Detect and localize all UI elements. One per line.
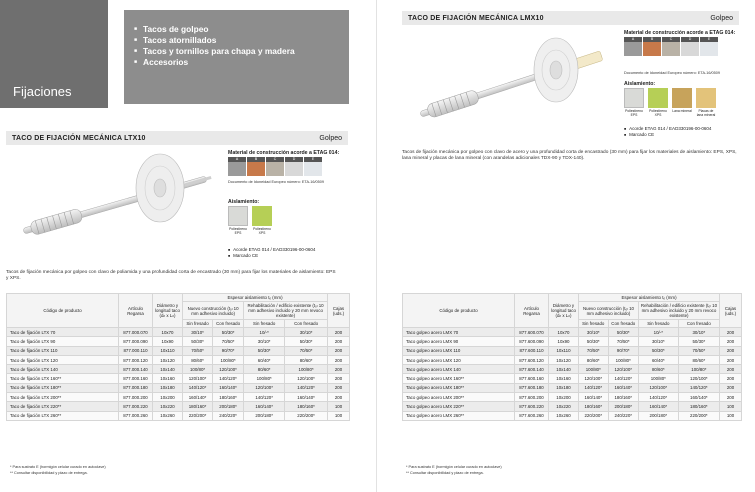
table-cell: 30/10* — [678, 328, 719, 337]
table-cell: 160/140* — [285, 393, 328, 402]
table-cell: 100 — [328, 402, 350, 411]
table-cell: 200 — [328, 365, 350, 374]
table-row — [403, 328, 742, 337]
table-cell: 180/160* — [608, 393, 638, 402]
table-cell: 70/50* — [285, 346, 328, 355]
material-a: A — [228, 157, 246, 176]
table-cell: 50/30* — [678, 337, 719, 346]
table-row — [403, 337, 742, 346]
insulation-placas: Placas de lana mineral — [696, 88, 716, 117]
table-row — [403, 374, 742, 383]
table-cell: 60/40* — [638, 355, 678, 364]
table-cell: 200 — [720, 337, 742, 346]
table-cell: 877.000.160 — [119, 374, 153, 383]
col-cajas: Cajas (uds.) — [720, 294, 742, 328]
insulation-title: Aislamiento: — [624, 81, 656, 87]
table-cell: 50/30* — [579, 337, 609, 346]
table-cell: 877.000.180 — [119, 383, 153, 392]
table-cell: 200 — [720, 393, 742, 402]
table-cell: 200/180* — [638, 411, 678, 420]
certification-item: ■ Acorde ETAG 014 / EAD330196-00-0604 — [228, 247, 315, 253]
table-cell: 877.600.140 — [515, 365, 549, 374]
table-row — [403, 365, 742, 374]
table-cell: 50/30* — [608, 328, 638, 337]
table-cell: 180/160* — [678, 402, 719, 411]
table-cell: 877.000.260 — [119, 411, 153, 420]
section-title: TACO DE FIJACIÓN MECÁNICA LTX10 — [12, 134, 146, 142]
table-cell: 30/10* — [638, 337, 678, 346]
table-row — [7, 346, 350, 355]
col-con-fresado: Con fresado — [678, 320, 719, 328]
table-cell: 160/140* — [579, 393, 609, 402]
certification-item: ■ Acorde ETAG 014 / EAD330196-00-0604 — [624, 126, 711, 132]
table-cell: 200 — [720, 346, 742, 355]
product-code-cell: Taco golpeo acero LMX 120 — [403, 355, 515, 364]
col-espesor: Espesor aislamiento tₒ (mm) — [183, 294, 328, 302]
section-subtitle: Golpeo — [710, 14, 733, 22]
table-cell: 10x220 — [153, 402, 183, 411]
certification-list — [624, 126, 711, 138]
table-row — [403, 402, 742, 411]
lmx10-table-body — [403, 328, 742, 421]
insulation-eps: Poliestireno EPS — [624, 88, 644, 117]
table-cell: 877.600.180 — [515, 383, 549, 392]
product-code-cell: Taco de fijación LTX 220** — [7, 402, 119, 411]
hero-category-list — [134, 24, 295, 68]
table-cell: 70/50* — [579, 346, 609, 355]
product-code-cell: Taco golpeo acero LMX 200** — [403, 393, 515, 402]
table-cell: 160/140* — [638, 402, 678, 411]
table-cell: 200 — [328, 346, 350, 355]
product-code-cell: Taco de fijación LTX 260** — [7, 411, 119, 420]
eta-document: Documento de Idoneidad Europeo número: ETA-16/0509 — [228, 180, 324, 184]
material-b: B — [247, 157, 265, 176]
table-cell: 120/100* — [285, 374, 328, 383]
product-code-cell: Taco de fijación LTX 120 — [7, 355, 119, 364]
table-cell: 10x160 — [153, 374, 183, 383]
table-cell: 10x200 — [153, 393, 183, 402]
table-row — [7, 393, 350, 402]
table-cell: 10x90 — [153, 337, 183, 346]
table-cell: 60/40* — [244, 355, 285, 364]
material-d: D — [285, 157, 303, 176]
table-cell: 100/80* — [244, 374, 285, 383]
table-cell: 30/10* — [579, 328, 609, 337]
table-cell: 120/100* — [678, 374, 719, 383]
table-cell: 100/80* — [285, 365, 328, 374]
table-cell: 10x110 — [153, 346, 183, 355]
table-cell: 50/30* — [285, 337, 328, 346]
material-title: Material de construcción acorde a ETAG 014: — [624, 30, 736, 36]
table-cell: 877.600.120 — [515, 355, 549, 364]
table-cell: 140/120* — [579, 383, 609, 392]
insulation-lana: Lana mineral — [672, 88, 692, 117]
col-rehab: Rehabilitación / edificio existente (tₒₗ 10 mm adhesivo incluido y 20 mm revoco existente) — [244, 302, 328, 320]
insulation-swatches — [624, 88, 716, 117]
ltx10-product-image — [10, 150, 220, 260]
table-cell: 140/120* — [213, 374, 244, 383]
col-sin-fresado: Sin fresado — [638, 320, 678, 328]
table-cell: 140/120* — [285, 383, 328, 392]
product-code-cell: Taco golpeo acero LMX 180** — [403, 383, 515, 392]
table-cell: 200 — [720, 328, 742, 337]
product-code-cell: Taco golpeo acero LMX 220** — [403, 402, 515, 411]
table-cell: 90/70* — [213, 346, 244, 355]
table-cell: 80/60* — [579, 355, 609, 364]
table-cell: 10x200 — [549, 393, 579, 402]
table-cell: 200 — [328, 393, 350, 402]
footnote: * Para sustrato E (hormigón celular curado en autoclave) — [406, 465, 502, 469]
product-description: Tacos de fijación mecánica por golpeo con clavo de acero y una profundidad corta de encastrado (30 mm) para fijar los materiales de aislamiento: EPS, XPS, lana mineral y placas de lana mineral (con arandelas adicionales TDX-90 y TDX-140). — [402, 150, 737, 161]
product-code-cell: Taco de fijación LTX 160** — [7, 374, 119, 383]
table-cell: 50/30* — [183, 337, 213, 346]
table-cell: 10/-* — [638, 328, 678, 337]
table-cell: 90/70* — [608, 346, 638, 355]
table-cell: 100/80* — [183, 365, 213, 374]
table-cell: 877.000.070 — [119, 328, 153, 337]
insulation-swatches — [228, 206, 272, 235]
product-code-cell: Taco golpeo acero LMX 110 — [403, 346, 515, 355]
right-page — [378, 0, 755, 492]
table-cell: 70/50* — [213, 337, 244, 346]
table-cell: 240/220* — [608, 411, 638, 420]
table-cell: 80/60* — [638, 365, 678, 374]
table-cell: 240/220* — [213, 411, 244, 420]
col-diameter: Diámetro y longitud taco (dₙ x Lₙ) — [549, 294, 579, 328]
table-row — [7, 402, 350, 411]
table-cell: 220/200* — [183, 411, 213, 420]
table-cell: 10x120 — [549, 355, 579, 364]
table-cell: 10x260 — [153, 411, 183, 420]
table-cell: 877.600.220 — [515, 402, 549, 411]
material-c: C — [662, 37, 680, 56]
product-code-cell: Taco golpeo acero LMX 140 — [403, 365, 515, 374]
table-cell: 180/160* — [183, 402, 213, 411]
hero-item[interactable]: ■ Accesorios — [134, 57, 295, 68]
product-code-cell: Taco de fijación LTX 110 — [7, 346, 119, 355]
table-cell: 100/80* — [608, 355, 638, 364]
footnotes — [10, 465, 106, 476]
product-code-cell: Taco de fijación LTX 90 — [7, 337, 119, 346]
table-row — [7, 411, 350, 420]
table-cell: 140/120* — [608, 374, 638, 383]
hero-item[interactable]: ■ Tacos de golpeo — [134, 24, 295, 35]
table-cell: 160/140* — [183, 393, 213, 402]
table-cell: 10x90 — [549, 337, 579, 346]
table-row — [7, 374, 350, 383]
insulation-xps: Poliestireno XPS — [648, 88, 668, 117]
table-cell: 200/180* — [244, 411, 285, 420]
section-header-ltx10 — [6, 131, 348, 145]
table-cell: 10x70 — [153, 328, 183, 337]
col-con-fresado: Con fresado — [608, 320, 638, 328]
material-d: D — [681, 37, 699, 56]
col-diameter: Diámetro y longitud taco (dₙ x Lₙ) — [153, 294, 183, 328]
table-cell: 120/100* — [183, 374, 213, 383]
table-cell: 200 — [328, 383, 350, 392]
product-code-cell: Taco de fijación LTX 200** — [7, 393, 119, 402]
material-title: Material de construcción acorde a ETAG 014: — [228, 150, 340, 156]
table-row — [7, 365, 350, 374]
table-cell: 200 — [328, 337, 350, 346]
product-code-cell: Taco de fijación LTX 180** — [7, 383, 119, 392]
certification-item: ■ Marcado CE — [228, 253, 315, 259]
table-row — [7, 337, 350, 346]
col-article: Artículo Regarsa — [119, 294, 153, 328]
eta-document: Documento de Idoneidad Europeo número: ETA-16/0509 — [624, 71, 720, 75]
col-con-fresado: Con fresado — [285, 320, 328, 328]
footnote: ** Consultar disponibilidad y plazo de entrega. — [10, 470, 88, 475]
table-cell: 10x120 — [153, 355, 183, 364]
table-cell: 80/60* — [285, 355, 328, 364]
col-rehab: Rehabilitación / edificio existente (tₒₗ 10 mm adhesivo incluido y 20 mm revoco existente) — [638, 302, 719, 320]
table-cell: 100/80* — [638, 374, 678, 383]
table-cell: 100/80* — [579, 365, 609, 374]
hero-box — [0, 0, 108, 108]
table-cell: 100 — [720, 402, 742, 411]
product-code-cell: Taco golpeo acero LMX 260** — [403, 411, 515, 420]
col-sin-fresado: Sin fresado — [579, 320, 609, 328]
col-espesor: Espesor aislamiento tₒ (mm) — [579, 294, 720, 302]
material-c: C — [266, 157, 284, 176]
table-cell: 200 — [328, 328, 350, 337]
table-cell: 30/10* — [244, 337, 285, 346]
col-nuevo: Nuevo construcción (tₒₗ 10 mm adhesivo incluido) — [579, 302, 639, 320]
material-b: B — [643, 37, 661, 56]
col-code: Código de producto — [7, 294, 119, 328]
table-cell: 200/180* — [213, 402, 244, 411]
table-cell: 180/160* — [213, 393, 244, 402]
hero-item[interactable]: ■ Tacos atornillados — [134, 35, 295, 46]
footnote: ** Consultar disponibilidad y plazo de entrega. — [406, 470, 484, 475]
table-cell: 50/30* — [213, 328, 244, 337]
table-cell: 120/100* — [213, 365, 244, 374]
table-cell: 220/200* — [285, 411, 328, 420]
table-cell: 30/10* — [285, 328, 328, 337]
col-sin-fresado: Sin fresado — [183, 320, 213, 328]
table-cell: 877.600.070 — [515, 328, 549, 337]
certification-list — [228, 247, 315, 259]
table-cell: 10x110 — [549, 346, 579, 355]
table-row — [403, 355, 742, 364]
table-cell: 120/100* — [608, 365, 638, 374]
hero-category-panel — [124, 10, 349, 104]
table-cell: 100/80* — [213, 355, 244, 364]
section-subtitle: Golpeo — [319, 134, 342, 142]
table-cell: 180/160* — [285, 402, 328, 411]
table-row — [7, 328, 350, 337]
product-description: Tacos de fijación mecánica por golpeo con clavo de poliamida y una profundidad corta de encastrado (30 mm) para fijar los materiales de aislamiento: EPS y XPS. — [6, 270, 336, 281]
page-gutter — [376, 0, 377, 492]
table-cell: 200/180* — [608, 402, 638, 411]
table-row — [403, 346, 742, 355]
table-cell: 877.600.090 — [515, 337, 549, 346]
material-e: E — [700, 37, 718, 56]
table-cell: 200 — [720, 383, 742, 392]
table-cell: 877.000.120 — [119, 355, 153, 364]
table-cell: 140/120* — [678, 383, 719, 392]
table-cell: 120/100* — [579, 374, 609, 383]
table-cell: 80/60* — [183, 355, 213, 364]
table-cell: 877.600.160 — [515, 374, 549, 383]
lmx10-product-image — [406, 30, 616, 140]
ltx10-table — [6, 293, 350, 421]
insulation-xps: Poliestireno XPS — [252, 206, 272, 235]
table-cell: 877.600.200 — [515, 393, 549, 402]
table-row — [7, 383, 350, 392]
table-cell: 877.000.090 — [119, 337, 153, 346]
table-cell: 140/120* — [183, 383, 213, 392]
table-cell: 100 — [720, 411, 742, 420]
table-cell: 160/140* — [213, 383, 244, 392]
table-cell: 180/160* — [579, 402, 609, 411]
table-row — [403, 411, 742, 420]
table-cell: 200 — [720, 365, 742, 374]
table-cell: 80/60* — [678, 355, 719, 364]
table-cell: 160/140* — [678, 393, 719, 402]
table-row — [403, 393, 742, 402]
table-cell: 70/50* — [678, 346, 719, 355]
table-row — [7, 355, 350, 364]
table-cell: 220/200* — [579, 411, 609, 420]
table-cell: 10x140 — [549, 365, 579, 374]
certification-item: ■ Marcado CE — [624, 132, 711, 138]
col-sin-fresado: Sin fresado — [244, 320, 285, 328]
table-cell: 10x220 — [549, 402, 579, 411]
material-a: A — [624, 37, 642, 56]
table-cell: 10x70 — [549, 328, 579, 337]
table-cell: 200 — [720, 355, 742, 364]
footnotes — [406, 465, 502, 476]
section-header-lmx10 — [402, 11, 739, 25]
material-swatches — [228, 157, 322, 176]
table-cell: 120/100* — [244, 383, 285, 392]
material-e: E — [304, 157, 322, 176]
product-code-cell: Taco golpeo acero LMX 70 — [403, 328, 515, 337]
table-cell: 50/30* — [638, 346, 678, 355]
table-cell: 200 — [720, 374, 742, 383]
table-cell: 877.000.110 — [119, 346, 153, 355]
product-code-cell: Taco golpeo acero LMX 160** — [403, 374, 515, 383]
table-cell: 160/140* — [608, 383, 638, 392]
table-cell: 10x160 — [549, 374, 579, 383]
table-cell: 120/100* — [638, 383, 678, 392]
table-cell: 100/80* — [678, 365, 719, 374]
table-cell: 200 — [328, 355, 350, 364]
table-cell: 70/50* — [183, 346, 213, 355]
col-code: Código de producto — [403, 294, 515, 328]
table-row — [403, 383, 742, 392]
table-cell: 10x260 — [549, 411, 579, 420]
table-cell: 877.000.200 — [119, 393, 153, 402]
table-cell: 877.000.220 — [119, 402, 153, 411]
table-cell: 30/10* — [183, 328, 213, 337]
table-cell: 220/200* — [678, 411, 719, 420]
table-cell: 100 — [328, 411, 350, 420]
material-swatches — [624, 37, 718, 56]
table-cell: 140/120* — [638, 393, 678, 402]
table-cell: 160/140* — [244, 402, 285, 411]
product-code-cell: Taco golpeo acero LMX 90 — [403, 337, 515, 346]
table-cell: 10x180 — [153, 383, 183, 392]
footnote: * Para sustrato E (hormigón celular curado en autoclave) — [10, 465, 106, 469]
product-code-cell: Taco de fijación LTX 70 — [7, 328, 119, 337]
col-nuevo: Nuevo construcción (tₒₗ 10 mm adhesivo incluido) — [183, 302, 244, 320]
table-cell: 200 — [328, 374, 350, 383]
col-cajas: Cajas (uds.) — [328, 294, 350, 328]
table-cell: 877.600.260 — [515, 411, 549, 420]
table-cell: 10x180 — [549, 383, 579, 392]
section-title: TACO DE FIJACIÓN MECÁNICA LMX10 — [408, 14, 544, 22]
hero-item[interactable]: ■ Tacos y tornillos para chapa y madera — [134, 46, 295, 57]
table-cell: 877.000.140 — [119, 365, 153, 374]
col-article: Artículo Regarsa — [515, 294, 549, 328]
table-cell: 10/-* — [244, 328, 285, 337]
lmx10-table — [402, 293, 742, 421]
table-cell: 10x140 — [153, 365, 183, 374]
table-cell: 877.600.110 — [515, 346, 549, 355]
insulation-eps: Poliestireno EPS — [228, 206, 248, 235]
table-cell: 70/50* — [608, 337, 638, 346]
table-cell: 140/120* — [244, 393, 285, 402]
product-code-cell: Taco de fijación LTX 140 — [7, 365, 119, 374]
table-cell: 80/60* — [244, 365, 285, 374]
ltx10-table-body — [7, 328, 350, 421]
insulation-title: Aislamiento: — [228, 199, 260, 205]
table-cell: 50/30* — [244, 346, 285, 355]
left-page — [0, 0, 377, 492]
hero-title: Fijaciones — [13, 84, 72, 99]
hero-header — [0, 0, 377, 115]
col-con-fresado: Con fresado — [213, 320, 244, 328]
